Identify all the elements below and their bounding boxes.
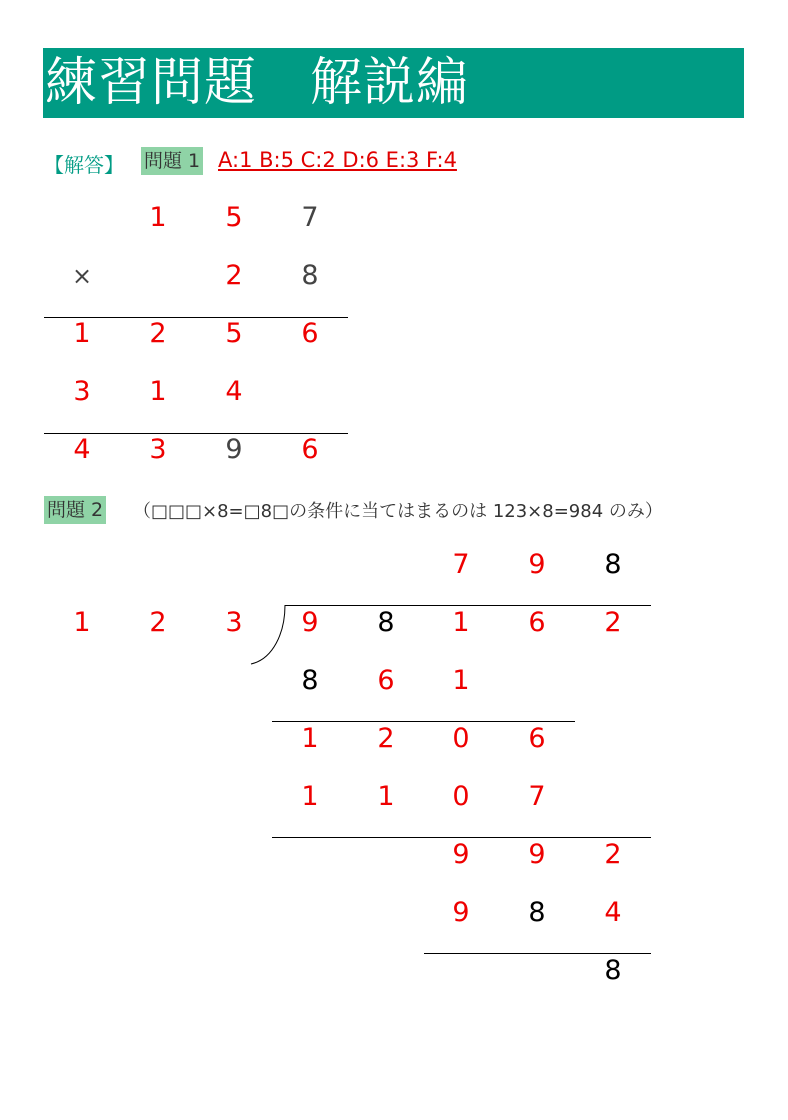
- digit: 5: [225, 202, 243, 233]
- digit: 6: [301, 434, 319, 465]
- digit: 2: [149, 318, 167, 349]
- divisor-digit: 1: [73, 607, 91, 638]
- digit: 2: [225, 260, 243, 291]
- page-title: 練習問題 解説編: [45, 53, 470, 113]
- multiply-sign: ×: [71, 262, 93, 290]
- digit: 4: [73, 434, 91, 465]
- remainder-digit: 8: [604, 955, 622, 986]
- dividend-digit: 1: [452, 607, 470, 638]
- step-digit: 1: [377, 781, 395, 812]
- step-digit: 2: [604, 839, 622, 870]
- dividend-digit: 2: [604, 607, 622, 638]
- step-digit: 8: [528, 897, 546, 928]
- digit: 5: [225, 318, 243, 349]
- digit: 1: [149, 376, 167, 407]
- digit: 1: [149, 202, 167, 233]
- digit: 6: [301, 318, 319, 349]
- digit: 7: [301, 202, 319, 233]
- digit: 8: [301, 260, 319, 291]
- digit: 1: [73, 318, 91, 349]
- step-digit: 0: [452, 723, 470, 754]
- quotient-digit: 9: [528, 549, 546, 580]
- title-banner: [43, 48, 744, 118]
- dividend-digit: 8: [377, 607, 395, 638]
- answer-label: 【解答】: [44, 153, 124, 177]
- dividend-digit: 6: [528, 607, 546, 638]
- step-digit: 8: [301, 665, 319, 696]
- step-digit: 6: [528, 723, 546, 754]
- division-bracket: [248, 603, 288, 667]
- step-digit: 9: [452, 897, 470, 928]
- step-digit: 4: [604, 897, 622, 928]
- digit: 9: [225, 434, 243, 465]
- digit: 3: [73, 376, 91, 407]
- divisor-digit: 2: [149, 607, 167, 638]
- step-digit: 9: [452, 839, 470, 870]
- problem-2-tag: 問題 2: [44, 496, 106, 524]
- dividend-digit: 9: [301, 607, 319, 638]
- step-digit: 0: [452, 781, 470, 812]
- step-digit: 1: [301, 781, 319, 812]
- digit: 3: [149, 434, 167, 465]
- problem-2-note: （□□□×8=□8□の条件に当てはまるのは 123×8=984 のみ）: [133, 501, 663, 522]
- quotient-digit: 8: [604, 549, 622, 580]
- step-digit: 1: [452, 665, 470, 696]
- step-digit: 9: [528, 839, 546, 870]
- divisor-digit: 3: [225, 607, 243, 638]
- quotient-digit: 7: [452, 549, 470, 580]
- step-digit: 2: [377, 723, 395, 754]
- digit: 4: [225, 376, 243, 407]
- problem-1-answer: A:1 B:5 C:2 D:6 E:3 F:4: [218, 148, 457, 172]
- step-digit: 6: [377, 665, 395, 696]
- problem-1-tag: 問題 1: [141, 147, 203, 175]
- step-digit: 7: [528, 781, 546, 812]
- step-digit: 1: [301, 723, 319, 754]
